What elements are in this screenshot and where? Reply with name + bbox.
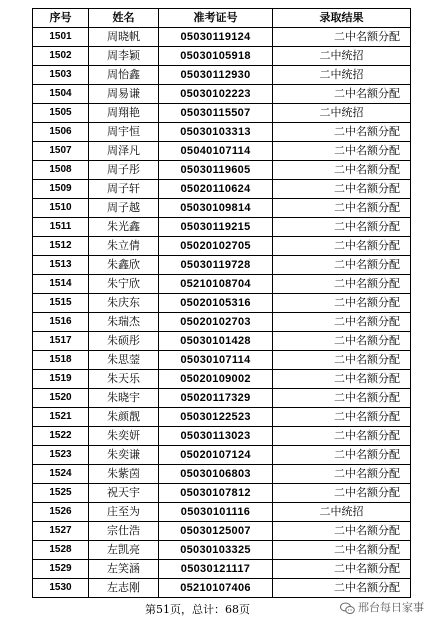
cell-name: 周晓帆 (89, 28, 159, 47)
cell-result: 二中名额分配 (273, 408, 411, 427)
cell-seq: 1515 (33, 294, 89, 313)
cell-seq: 1518 (33, 351, 89, 370)
cell-seq: 1517 (33, 332, 89, 351)
cell-result: 二中名额分配 (273, 351, 411, 370)
cell-seq: 1530 (33, 579, 89, 598)
cell-result: 二中统招 (273, 503, 411, 522)
page-info: 第51页，总计：68页 (145, 603, 250, 616)
cell-seq: 1520 (33, 389, 89, 408)
cell-name: 朱紫茵 (89, 465, 159, 484)
cell-result: 二中名额分配 (273, 161, 411, 180)
cell-result: 二中名额分配 (273, 427, 411, 446)
table-row (33, 503, 411, 522)
cell-name: 周怡鑫 (89, 66, 159, 85)
cell-exam-id: 05030107114 (159, 351, 273, 370)
cell-result: 二中名额分配 (273, 579, 411, 598)
cell-exam-id: 05040107114 (159, 142, 273, 161)
cell-exam-id: 05030101116 (159, 503, 273, 522)
cell-seq: 1510 (33, 199, 89, 218)
cell-result: 二中统招 (273, 104, 411, 123)
cell-name: 朱硕彤 (89, 332, 159, 351)
cell-result: 二中名额分配 (273, 218, 411, 237)
cell-result: 二中统招 (273, 47, 411, 66)
cell-name: 周子越 (89, 199, 159, 218)
table-row (33, 313, 411, 332)
cell-result: 二中名额分配 (273, 465, 411, 484)
cell-name: 周子轩 (89, 180, 159, 199)
header-name: 姓名 (89, 9, 159, 28)
cell-exam-id: 05030106803 (159, 465, 273, 484)
table-row (33, 484, 411, 503)
cell-seq: 1506 (33, 123, 89, 142)
cell-seq: 1525 (33, 484, 89, 503)
cell-result: 二中名额分配 (273, 237, 411, 256)
cell-exam-id: 05030125007 (159, 522, 273, 541)
table-row (33, 218, 411, 237)
cell-seq: 1521 (33, 408, 89, 427)
cell-result: 二中名额分配 (273, 389, 411, 408)
watermark-text: 邢台每日家事 (358, 601, 424, 614)
cell-name: 朱庆东 (89, 294, 159, 313)
cell-exam-id: 05030119605 (159, 161, 273, 180)
cell-result: 二中名额分配 (273, 199, 411, 218)
cell-result: 二中名额分配 (273, 256, 411, 275)
cell-result: 二中名额分配 (273, 28, 411, 47)
cell-seq: 1505 (33, 104, 89, 123)
cell-seq: 1516 (33, 313, 89, 332)
cell-exam-id: 05030122523 (159, 408, 273, 427)
cell-seq: 1501 (33, 28, 89, 47)
cell-name: 宗仕浩 (89, 522, 159, 541)
cell-name: 朱立倩 (89, 237, 159, 256)
cell-name: 周宇恒 (89, 123, 159, 142)
cell-result: 二中名额分配 (273, 370, 411, 389)
table-row (33, 275, 411, 294)
table-row (33, 522, 411, 541)
admission-table (32, 8, 411, 598)
cell-exam-id: 05030113023 (159, 427, 273, 446)
chat-bubble-icon (340, 602, 355, 615)
cell-name: 朱晓宇 (89, 389, 159, 408)
cell-exam-id: 05030115507 (159, 104, 273, 123)
cell-seq: 1513 (33, 256, 89, 275)
cell-result: 二中名额分配 (273, 142, 411, 161)
cell-name: 周翔艳 (89, 104, 159, 123)
cell-result: 二中名额分配 (273, 541, 411, 560)
cell-result: 二中名额分配 (273, 313, 411, 332)
table-row (33, 408, 411, 427)
cell-seq: 1527 (33, 522, 89, 541)
cell-exam-id: 05210107406 (159, 579, 273, 598)
cell-name: 朱宁欣 (89, 275, 159, 294)
cell-seq: 1523 (33, 446, 89, 465)
cell-name: 祝天宇 (89, 484, 159, 503)
watermark (340, 599, 424, 617)
cell-seq: 1503 (33, 66, 89, 85)
table-row (33, 237, 411, 256)
cell-name: 庄至为 (89, 503, 159, 522)
table-row (33, 161, 411, 180)
cell-exam-id: 05030112930 (159, 66, 273, 85)
table-row (33, 351, 411, 370)
cell-seq: 1509 (33, 180, 89, 199)
cell-name: 周李颖 (89, 47, 159, 66)
cell-seq: 1507 (33, 142, 89, 161)
cell-result: 二中名额分配 (273, 332, 411, 351)
cell-name: 朱思蓥 (89, 351, 159, 370)
cell-name: 朱鑫欣 (89, 256, 159, 275)
cell-exam-id: 05020102703 (159, 313, 273, 332)
cell-seq: 1508 (33, 161, 89, 180)
cell-name: 朱瑞杰 (89, 313, 159, 332)
table-row (33, 180, 411, 199)
header-seq: 序号 (33, 9, 89, 28)
cell-seq: 1502 (33, 47, 89, 66)
header-result: 录取结果 (273, 9, 411, 28)
table-row (33, 28, 411, 47)
cell-result: 二中名额分配 (273, 446, 411, 465)
cell-result: 二中名额分配 (273, 522, 411, 541)
table-row (33, 389, 411, 408)
cell-exam-id: 05030119728 (159, 256, 273, 275)
cell-name: 朱奕谦 (89, 446, 159, 465)
cell-exam-id: 05030107812 (159, 484, 273, 503)
table-row (33, 332, 411, 351)
cell-name: 左志刚 (89, 579, 159, 598)
table-row (33, 123, 411, 142)
admission-list-sheet (32, 8, 410, 598)
cell-exam-id: 05030119215 (159, 218, 273, 237)
cell-seq: 1512 (33, 237, 89, 256)
table-row (33, 560, 411, 579)
cell-result: 二中名额分配 (273, 484, 411, 503)
table-row (33, 104, 411, 123)
table-row (33, 579, 411, 598)
cell-name: 周易谦 (89, 85, 159, 104)
cell-exam-id: 05030109814 (159, 199, 273, 218)
table-row (33, 446, 411, 465)
header-exam-id: 准考证号 (159, 9, 273, 28)
cell-exam-id: 05020102705 (159, 237, 273, 256)
cell-name: 周泽凡 (89, 142, 159, 161)
cell-result: 二中名额分配 (273, 275, 411, 294)
table-row (33, 427, 411, 446)
cell-exam-id: 05020110624 (159, 180, 273, 199)
cell-seq: 1526 (33, 503, 89, 522)
table-row (33, 370, 411, 389)
cell-exam-id: 05030121117 (159, 560, 273, 579)
cell-exam-id: 05030101428 (159, 332, 273, 351)
cell-name: 左笑涵 (89, 560, 159, 579)
cell-seq: 1504 (33, 85, 89, 104)
cell-name: 朱光鑫 (89, 218, 159, 237)
cell-seq: 1528 (33, 541, 89, 560)
table-row (33, 85, 411, 104)
table-row (33, 66, 411, 85)
cell-exam-id: 05030103325 (159, 541, 273, 560)
table-header-row (33, 9, 411, 28)
table-row (33, 142, 411, 161)
page-footer (0, 601, 430, 619)
cell-result: 二中名额分配 (273, 85, 411, 104)
cell-exam-id: 05210108704 (159, 275, 273, 294)
table-row (33, 199, 411, 218)
cell-exam-id: 05020107124 (159, 446, 273, 465)
cell-name: 朱奕妍 (89, 427, 159, 446)
table-row (33, 294, 411, 313)
cell-seq: 1524 (33, 465, 89, 484)
cell-result: 二中名额分配 (273, 180, 411, 199)
cell-seq: 1511 (33, 218, 89, 237)
cell-result: 二中统招 (273, 66, 411, 85)
cell-seq: 1519 (33, 370, 89, 389)
cell-exam-id: 05020109002 (159, 370, 273, 389)
cell-name: 左凯亮 (89, 541, 159, 560)
cell-result: 二中名额分配 (273, 294, 411, 313)
cell-result: 二中名额分配 (273, 560, 411, 579)
cell-name: 周子彤 (89, 161, 159, 180)
cell-seq: 1522 (33, 427, 89, 446)
cell-exam-id: 05030119124 (159, 28, 273, 47)
cell-result: 二中名额分配 (273, 123, 411, 142)
cell-seq: 1514 (33, 275, 89, 294)
table-row (33, 47, 411, 66)
cell-exam-id: 05030103313 (159, 123, 273, 142)
cell-exam-id: 05030105918 (159, 47, 273, 66)
cell-name: 朱颜靓 (89, 408, 159, 427)
table-row (33, 465, 411, 484)
cell-exam-id: 05030102223 (159, 85, 273, 104)
cell-exam-id: 05020105316 (159, 294, 273, 313)
table-row (33, 541, 411, 560)
cell-exam-id: 05020117329 (159, 389, 273, 408)
table-row (33, 256, 411, 275)
cell-name: 朱天乐 (89, 370, 159, 389)
cell-seq: 1529 (33, 560, 89, 579)
